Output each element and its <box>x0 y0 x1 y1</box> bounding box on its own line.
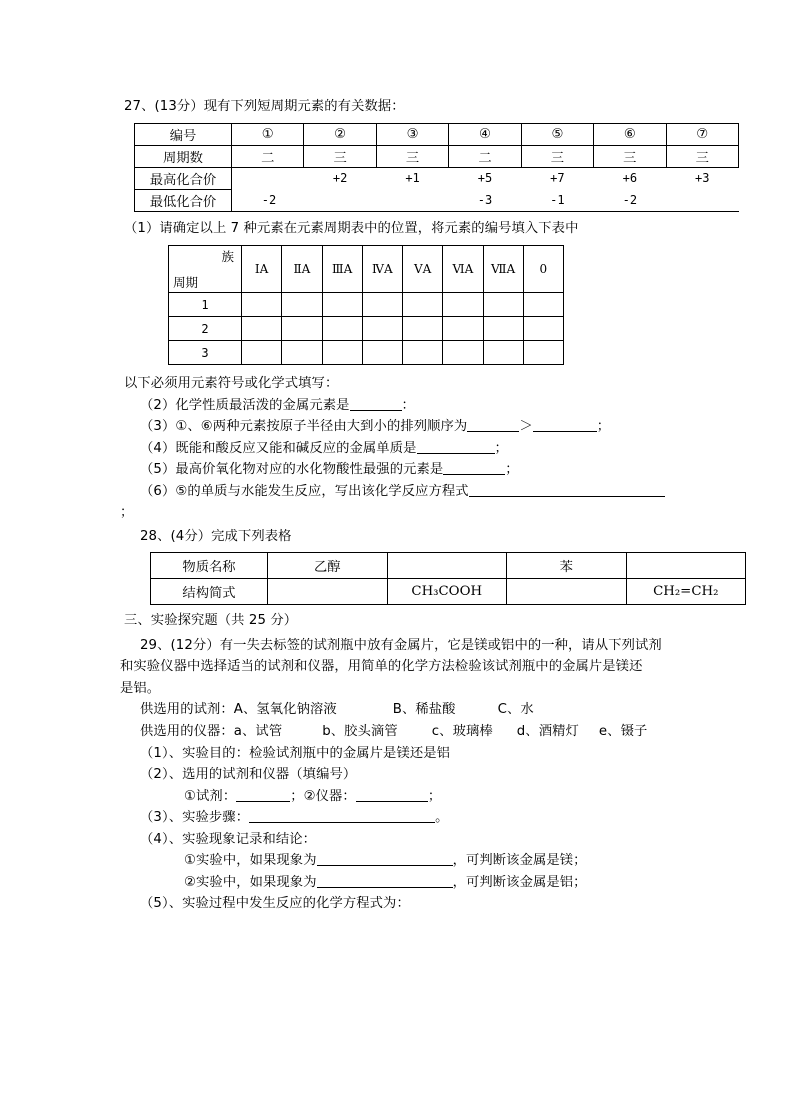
periodic-cell[interactable] <box>242 341 282 365</box>
answer-blank-q29-reagent[interactable] <box>236 801 290 802</box>
periodic-cell[interactable] <box>362 317 402 341</box>
answer-blank-q27-3b[interactable] <box>533 431 597 432</box>
row-label-id: 编号 <box>135 123 232 145</box>
cell-id-6: ⑥ <box>594 123 666 145</box>
cell-period-4: 二 <box>449 145 521 167</box>
q29-sub3 <box>124 807 749 829</box>
periodic-cell[interactable] <box>282 317 322 341</box>
periodic-cell[interactable] <box>443 293 483 317</box>
q29-reagent-a: A、氢氧化钠溶液 <box>233 702 337 718</box>
cell-lowest-6: -2 <box>594 189 666 211</box>
q28-cell-formula-1[interactable] <box>268 579 388 605</box>
cell-lowest-3 <box>376 189 448 211</box>
cell-id-3: ③ <box>376 123 448 145</box>
q28-row-formulas <box>151 579 746 605</box>
answer-blank-q27-2[interactable] <box>350 410 402 411</box>
periodic-cell[interactable] <box>443 317 483 341</box>
q29-sub2: （2）、选用的试剂和仪器（填编号） <box>140 767 357 783</box>
cell-id-1: ① <box>232 123 304 145</box>
periodic-cell[interactable] <box>322 317 362 341</box>
periodic-row-3 <box>169 341 564 365</box>
q29-sub4-b-post: ，可判断该金属是铝； <box>452 874 587 890</box>
q29-sub4-b <box>124 872 749 894</box>
cell-period-2: 三 <box>304 145 376 167</box>
q29-sub3-end: 。 <box>435 810 449 826</box>
q29-sub4-a <box>124 850 749 872</box>
q29-sub2-end: ； <box>427 788 442 804</box>
q29-apparatus-a: a、试管 <box>233 723 283 739</box>
cell-highest-1 <box>232 167 304 189</box>
periodic-cell[interactable] <box>483 293 523 317</box>
q28-cell-name-4[interactable] <box>626 553 746 579</box>
cell-highest-6: +6 <box>594 167 666 189</box>
answer-blank-q29-mg[interactable] <box>317 865 453 866</box>
q29-apparatus-line <box>124 721 749 743</box>
periodic-cell[interactable] <box>483 317 523 341</box>
cell-highest-5: +7 <box>521 167 593 189</box>
q29-reagents-label: 供选用的试剂： <box>140 702 234 718</box>
cell-lowest-7 <box>666 189 738 211</box>
table-row-lowest-valence <box>135 189 739 211</box>
cell-highest-7: +3 <box>666 167 738 189</box>
periodic-corner-cell <box>169 246 242 293</box>
periodic-row-1 <box>169 293 564 317</box>
q29-body-line1: 29、(12分）有一失去标签的试剂瓶中放有金属片，它是镁或铝中的一种，请从下列试剂 <box>140 637 662 653</box>
cell-period-7: 三 <box>666 145 738 167</box>
q27-sub2-end: ： <box>401 397 415 413</box>
group-header-1: ⅠA <box>242 246 282 293</box>
q28-row-label-name: 物质名称 <box>151 553 268 579</box>
table-row-highest-valence <box>135 167 739 189</box>
group-header-2: ⅡA <box>282 246 322 293</box>
q29-body-line2: 和实验仪器中选择适当的试剂和仪器，用简单的化学方法检验该试剂瓶中的金属片是镁还 <box>120 659 643 675</box>
q27-sub3-end: ； <box>596 419 611 435</box>
q29-reagent-c: C、水 <box>497 702 534 718</box>
q27-sub3-text: （3）①、⑥两种元素按原子半径由大到小的排列顺序为 <box>140 419 468 435</box>
cell-id-5: ⑤ <box>521 123 593 145</box>
q27-sub5-end: ； <box>505 462 519 478</box>
periodic-header-row <box>169 246 564 293</box>
q29-sub3-text: （3）、实验步骤： <box>140 810 250 826</box>
table-row-ids <box>135 123 739 145</box>
group-header-8: 0 <box>523 246 563 293</box>
q28-cell-formula-4: CH₂=CH₂ <box>626 579 746 605</box>
q27-periodic-table <box>168 245 564 365</box>
q29-sub4-a-pre: ①实验中，如果现象为 <box>184 853 317 869</box>
periodic-cell[interactable] <box>403 317 443 341</box>
q27-sub2 <box>124 395 749 417</box>
row-label-period: 周期数 <box>135 145 232 167</box>
q27-sub1: （1）请确定以上 7 种元素在元素周期表中的位置，将元素的编号填入下表中 <box>124 220 579 236</box>
row-label-lowest: 最低化合价 <box>135 189 232 211</box>
periodic-cell[interactable] <box>282 293 322 317</box>
periodic-cell[interactable] <box>403 293 443 317</box>
q27-trailing-semicolon: ； <box>120 505 134 521</box>
cell-period-3: 三 <box>376 145 448 167</box>
q27-sub4-end: ； <box>494 440 508 456</box>
answer-blank-q27-4[interactable] <box>417 453 495 454</box>
cell-highest-2: +2 <box>304 167 376 189</box>
answer-blank-q29-al[interactable] <box>317 887 453 888</box>
q27-sub5-text: （5）最高价氧化物对应的水化物酸性最强的元素是 <box>140 462 444 478</box>
q27-sub4 <box>124 438 749 460</box>
periodic-cell[interactable] <box>403 341 443 365</box>
q29-apparatus-b: b、胶头滴管 <box>322 723 398 739</box>
q29-apparatus-e: e、镊子 <box>598 723 648 739</box>
answer-blank-q27-3a[interactable] <box>467 431 519 432</box>
q28-heading: 28、(4分）完成下列表格 <box>140 528 292 544</box>
group-header-3: ⅢA <box>322 246 362 293</box>
periodic-cell[interactable] <box>523 317 563 341</box>
q29-body-line3: 是铝。 <box>120 680 161 696</box>
q28-table <box>150 552 746 605</box>
q27-sub3-gt: ＞ <box>519 419 533 435</box>
q27-sub6-text: （6）⑤的单质与水能发生反应，写出该化学反应方程式 <box>140 483 469 499</box>
answer-blank-q29-apparatus[interactable] <box>356 801 428 802</box>
answer-blank-q27-6[interactable] <box>469 496 665 497</box>
q27-data-table <box>134 123 739 212</box>
cell-lowest-1: -2 <box>232 189 304 211</box>
q29-sub5: （5）、实验过程中发生反应的化学方程式为： <box>140 896 410 912</box>
answer-blank-q27-5[interactable] <box>443 474 505 475</box>
cell-id-7: ⑦ <box>666 123 738 145</box>
row-label-highest: 最高化合价 <box>135 167 232 189</box>
q29-sub1: （1）、实验目的：检验试剂瓶中的金属片是镁还是铝 <box>140 745 451 761</box>
group-header-5: ⅤA <box>403 246 443 293</box>
periodic-cell[interactable] <box>242 293 282 317</box>
periodic-cell[interactable] <box>523 341 563 365</box>
document-content <box>120 96 749 915</box>
periodic-cell[interactable] <box>362 293 402 317</box>
periodic-cell[interactable] <box>322 293 362 317</box>
group-header-6: ⅥA <box>443 246 483 293</box>
q29-sub2-reagent-label: ①试剂： <box>184 788 237 804</box>
section3-heading: 三、实验探究题（共 25 分） <box>124 613 298 629</box>
q28-cell-name-3: 苯 <box>507 553 627 579</box>
q29-sub4-a-post: ，可判断该金属是镁； <box>452 853 587 869</box>
q28-cell-formula-2: CH₃COOH <box>387 579 507 605</box>
q29-sub4: （4）、实验现象记录和结论： <box>140 831 317 847</box>
period-label-3: 3 <box>169 341 242 365</box>
period-label-1: 1 <box>169 293 242 317</box>
q28-row-names <box>151 553 746 579</box>
cell-id-4: ④ <box>449 123 521 145</box>
corner-period-label: 周期 <box>173 275 199 291</box>
periodic-cell[interactable] <box>483 341 523 365</box>
q27-sub6 <box>124 481 749 503</box>
q29-reagents-line <box>124 699 749 721</box>
cell-period-5: 三 <box>521 145 593 167</box>
corner-group-label: 族 <box>221 249 234 265</box>
period-label-2: 2 <box>169 317 242 341</box>
answer-blank-q29-steps[interactable] <box>249 822 435 823</box>
q28-cell-name-2[interactable] <box>387 553 507 579</box>
q29-sub2-blanks <box>124 786 749 808</box>
q28-row-label-formula: 结构简式 <box>151 579 268 605</box>
table-row-periods <box>135 145 739 167</box>
cell-lowest-2 <box>304 189 376 211</box>
q27-sub4-text: （4）既能和酸反应又能和碱反应的金属单质是 <box>140 440 417 456</box>
q28-cell-formula-3[interactable] <box>507 579 627 605</box>
periodic-cell[interactable] <box>322 341 362 365</box>
q29-reagent-b: B、稀盐酸 <box>392 702 456 718</box>
cell-period-1: 二 <box>232 145 304 167</box>
q27-note: 以下必须用元素符号或化学式填写： <box>124 376 339 392</box>
periodic-cell[interactable] <box>242 317 282 341</box>
q29-sub2-separator: ；②仪器： <box>290 788 356 804</box>
q28-cell-name-1: 乙醇 <box>268 553 388 579</box>
cell-highest-3: +1 <box>376 167 448 189</box>
periodic-cell[interactable] <box>282 341 322 365</box>
cell-id-2: ② <box>304 123 376 145</box>
cell-lowest-5: -1 <box>521 189 593 211</box>
periodic-row-2 <box>169 317 564 341</box>
periodic-cell[interactable] <box>523 293 563 317</box>
group-header-7: ⅦA <box>483 246 523 293</box>
q27-heading: 27、(13分）现有下列短周期元素的有关数据： <box>124 99 405 114</box>
q29-sub4-b-pre: ②实验中，如果现象为 <box>184 874 317 890</box>
q29-apparatus-c: c、玻璃棒 <box>431 723 493 739</box>
q27-sub3 <box>124 416 749 438</box>
q29-apparatus-d: d、酒精灯 <box>516 723 579 739</box>
periodic-cell[interactable] <box>362 341 402 365</box>
q27-sub5 <box>124 459 749 481</box>
q27-sub2-text: （2）化学性质最活泼的金属元素是 <box>140 397 350 413</box>
periodic-cell[interactable] <box>443 341 483 365</box>
cell-period-6: 三 <box>594 145 666 167</box>
q29-apparatus-label: 供选用的仪器： <box>140 723 234 739</box>
group-header-4: ⅣA <box>362 246 402 293</box>
cell-lowest-4: -3 <box>449 189 521 211</box>
cell-highest-4: +5 <box>449 167 521 189</box>
